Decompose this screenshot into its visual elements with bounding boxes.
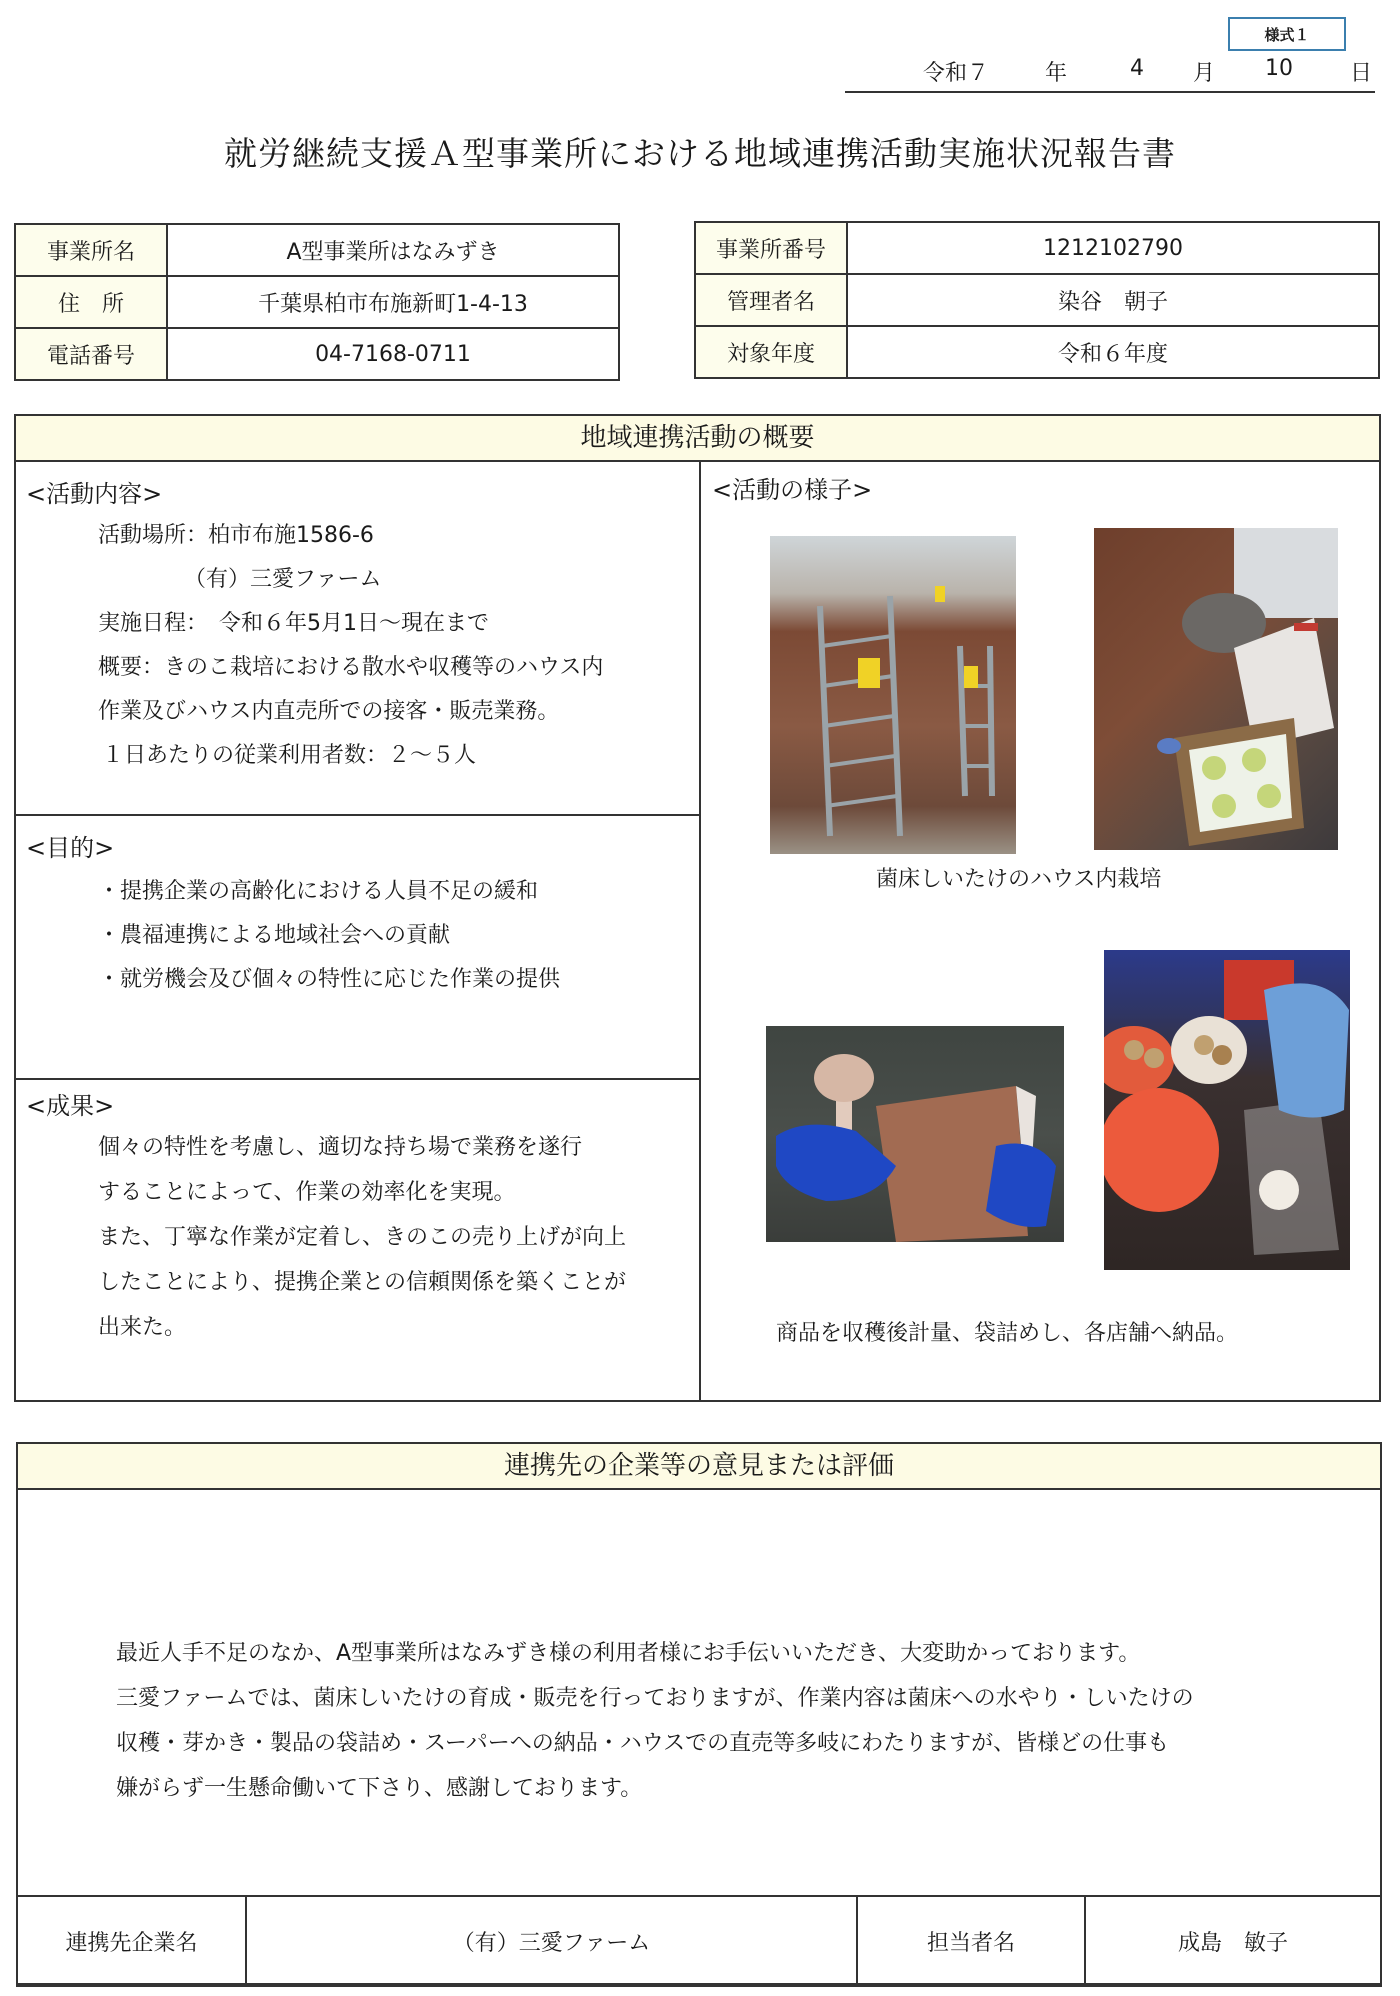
office-number-label: 事業所番号	[695, 222, 847, 274]
packing-illustration-icon	[1104, 950, 1350, 1270]
info-row	[695, 326, 1379, 378]
results-line: 個々の特性を考慮し、適切な持ち場で業務を遂行	[98, 1135, 583, 1160]
partner-company-label: 連携先企業名	[17, 1896, 246, 1986]
date-day: 10	[1265, 56, 1293, 81]
evaluation-header: 連携先の企業等の意見または評価	[18, 1444, 1380, 1490]
photo-caption-packing: 商品を収穫後計量、袋詰めし、各店舗へ納品。	[776, 1321, 1239, 1346]
info-row	[15, 328, 619, 380]
partner-row	[17, 1896, 1381, 1986]
report-date	[845, 54, 1375, 90]
address-label: 住 所	[15, 276, 167, 328]
activity-summary-line2: 作業及びハウス内直売所での接客・販売業務。	[98, 699, 560, 724]
results-line: 出来た。	[98, 1315, 187, 1340]
manager-label: 管理者名	[695, 274, 847, 326]
activity-company: （有）三愛ファーム	[184, 567, 382, 592]
fiscal-year-label: 対象年度	[695, 326, 847, 378]
evaluation-text-line: 三愛ファームでは、菌床しいたけの育成・販売を行っておりますが、作業内容は菌床への水やり・しいたけの	[116, 1686, 1194, 1711]
info-row	[15, 224, 619, 276]
evaluation-text-line: 収穫・芽かき・製品の袋詰め・スーパーへの納品・ハウスでの直売等多岐にわたりますが、皆様どの仕事も	[116, 1731, 1170, 1756]
contact-person-label: 担当者名	[857, 1896, 1085, 1986]
photo-packing-mushrooms	[1104, 950, 1350, 1270]
office-info-table-right	[694, 221, 1380, 379]
phone-value: 04-7168-0711	[167, 328, 619, 380]
purpose-cell	[16, 816, 701, 1078]
shelf-rack-icon	[770, 536, 1016, 854]
overview-section	[14, 414, 1381, 1402]
purpose-label: <目的>	[26, 834, 115, 862]
date-day-unit: 日	[1350, 61, 1373, 86]
contact-person-value: 成島 敏子	[1085, 1896, 1381, 1986]
photo-holding-mushroom-block	[766, 1026, 1064, 1242]
evaluation-text-line: 嫌がらず一生懸命働いて下さり、感謝しております。	[116, 1776, 643, 1801]
activity-summary-line1: 概要：きのこ栽培における散水や収穫等のハウス内	[98, 655, 604, 680]
document-title: 就労継続支援Ａ型事業所における地域連携活動実施状況報告書	[224, 134, 1176, 173]
activity-content-cell	[16, 462, 701, 814]
office-info-table-left	[14, 223, 620, 381]
mushroom-block-illustration-icon	[766, 1026, 1064, 1242]
fiscal-year-value: 令和６年度	[847, 326, 1379, 378]
activity-user-count: １日あたりの従業利用者数：２～５人	[102, 743, 477, 768]
date-month: 4	[1130, 56, 1144, 81]
overview-header: 地域連携活動の概要	[16, 416, 1379, 462]
form-number-badge: 様式１	[1228, 17, 1346, 51]
evaluation-text-line: 最近人手不足のなか、A型事業所はなみずき様の利用者様にお手伝いいただき、大変助かっております。	[116, 1641, 1141, 1666]
date-era-year: 令和７	[923, 61, 990, 86]
worker-illustration-icon	[1094, 528, 1338, 850]
results-label: <成果>	[26, 1092, 115, 1120]
results-cell	[16, 1080, 701, 1400]
partner-company-value: （有）三愛ファーム	[246, 1896, 857, 1986]
partner-info-table	[16, 1895, 1382, 1987]
manager-value: 染谷 朝子	[847, 274, 1379, 326]
purpose-item: ・就労機会及び個々の特性に応じた作業の提供	[98, 967, 561, 992]
date-month-unit: 月	[1193, 61, 1216, 86]
photo-mushroom-shelves	[770, 536, 1016, 854]
office-number-value: 1212102790	[847, 222, 1379, 274]
date-year-unit: 年	[1045, 61, 1068, 86]
info-row	[695, 222, 1379, 274]
info-row	[15, 276, 619, 328]
photo-caption-cultivation: 菌床しいたけのハウス内栽培	[876, 867, 1162, 892]
results-line: また、丁寧な作業が定着し、きのこの売り上げが向上	[98, 1225, 627, 1250]
phone-label: 電話番号	[15, 328, 167, 380]
date-underline	[845, 91, 1375, 93]
address-value: 千葉県柏市布施新町1-4-13	[167, 276, 619, 328]
activity-photos-label: <活動の様子>	[712, 476, 873, 504]
activity-content-label: <活動内容>	[26, 480, 163, 508]
results-line: したことにより、提携企業との信頼関係を築くことが	[98, 1270, 627, 1295]
info-row	[695, 274, 1379, 326]
office-name-value: A型事業所はなみずき	[167, 224, 619, 276]
purpose-item: ・農福連携による地域社会への貢献	[98, 923, 451, 948]
results-line: することによって、作業の効率化を実現。	[98, 1180, 516, 1205]
activity-location: 活動場所：柏市布施1586-6	[98, 523, 374, 548]
activity-schedule: 実施日程： 令和６年5月1日～現在まで	[98, 611, 489, 636]
office-name-label: 事業所名	[15, 224, 167, 276]
purpose-item: ・提携企業の高齢化における人員不足の緩和	[98, 879, 539, 904]
photo-worker-in-greenhouse	[1094, 528, 1338, 850]
